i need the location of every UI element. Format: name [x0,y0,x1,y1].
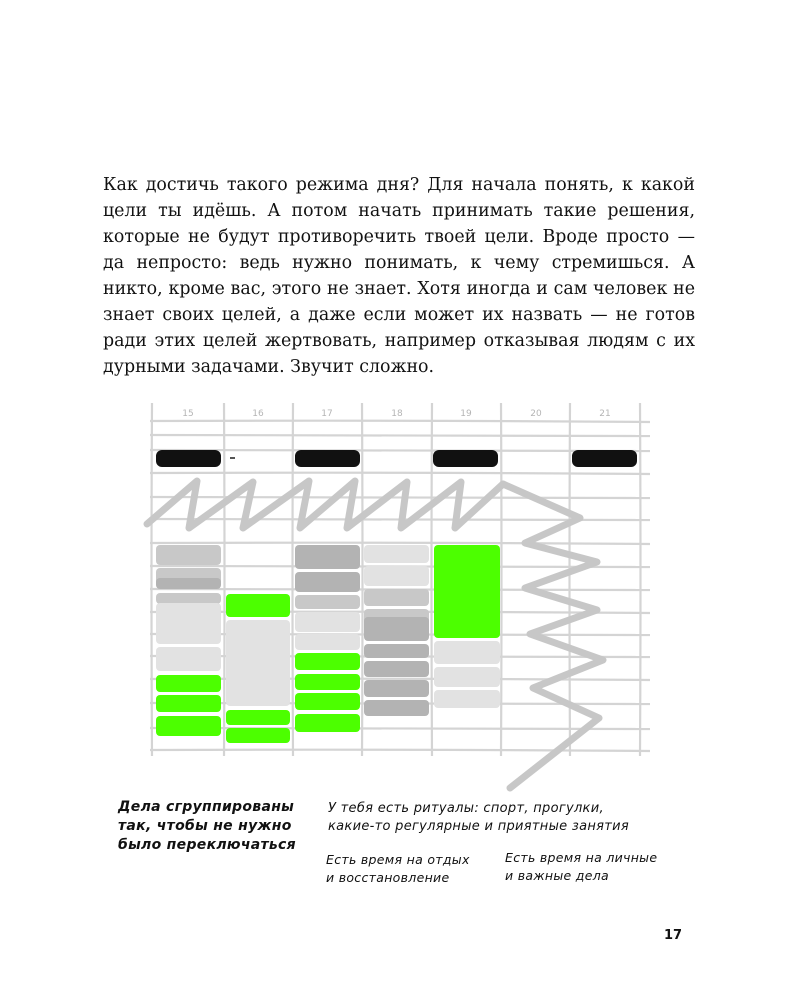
event-block [364,566,429,586]
zigzag-scribble [147,481,503,528]
event-block [434,641,500,664]
event-block [156,695,221,712]
dash-mark [230,457,235,459]
event-block [295,714,360,732]
event-block [295,545,360,569]
page-number: 17 [664,928,683,943]
grid-column-line [501,403,502,756]
event-block [156,675,221,692]
grid-column-line [640,403,641,756]
event-block [295,634,360,650]
note-line: Дела сгруппированы [118,799,295,815]
grid-column-line [293,403,294,756]
event-block [295,653,360,670]
note-personal-time [505,849,657,885]
event-block [156,603,221,644]
event-block [364,661,429,677]
day-number: 20 [530,409,542,419]
event-block [226,728,290,743]
note-rituals [328,800,629,836]
note-line: и восстановление [326,870,450,885]
event-block [364,589,429,606]
event-block [434,690,500,708]
day-number: 17 [321,409,333,419]
event-block [156,578,221,589]
event-block [156,647,221,671]
note-line: Есть время на отдых [326,852,470,867]
event-block [226,620,290,706]
event-block [364,617,429,641]
note-line: какие-то регулярные и приятные занятия [328,819,630,834]
event-block [434,667,500,687]
note-rest-time [326,851,470,887]
day-number: 18 [391,409,403,419]
event-block [156,593,221,604]
event-block [364,644,429,658]
note-grouped-tasks [118,798,296,855]
day-number: 21 [599,409,611,419]
event-block [364,680,429,697]
grid-column-line [152,403,153,756]
note-line: Есть время на личные [505,850,658,865]
black-bar [572,450,637,467]
event-block [295,612,360,632]
black-bar [295,450,360,467]
event-block [226,710,290,725]
grid-column-line [362,403,363,756]
day-number: 19 [460,409,472,419]
event-block [295,693,360,710]
event-block [434,545,500,638]
event-block [364,700,429,716]
black-bar [156,450,221,467]
day-number: 16 [252,409,264,419]
note-line: было переключаться [118,837,296,853]
event-block [156,716,221,736]
event-block [295,674,360,690]
body-paragraph: Как достичь такого режима дня? Для начала понять, к какой цели ты идёшь. А потом начать принимать такие решения, которые не будут противоречить твоей цели. Вроде просто — да непросто: ведь нужно понимать, к чему стремишься. А никто, кроме вас, этого не знает. Хотя иногда и сам человек не знает своих целей, а даже если может их назвать — не готов ради этих целей жертвовать, например отказывая людям с их дурными задачами. Звучит сложно. [103,175,695,377]
grid-column-line [224,403,225,756]
event-block [156,545,221,565]
note-line: У тебя есть ритуалы: спорт, прогулки, [328,801,604,816]
zigzag-scribble [503,484,603,788]
grid-column-line [432,403,433,756]
event-block [295,572,360,592]
event-block [295,595,360,609]
note-line: и важные дела [505,868,609,883]
event-block [364,545,429,563]
event-block [226,594,290,617]
day-number: 15 [182,409,194,419]
note-line: так, чтобы не нужно [118,818,292,834]
black-bar [433,450,498,467]
